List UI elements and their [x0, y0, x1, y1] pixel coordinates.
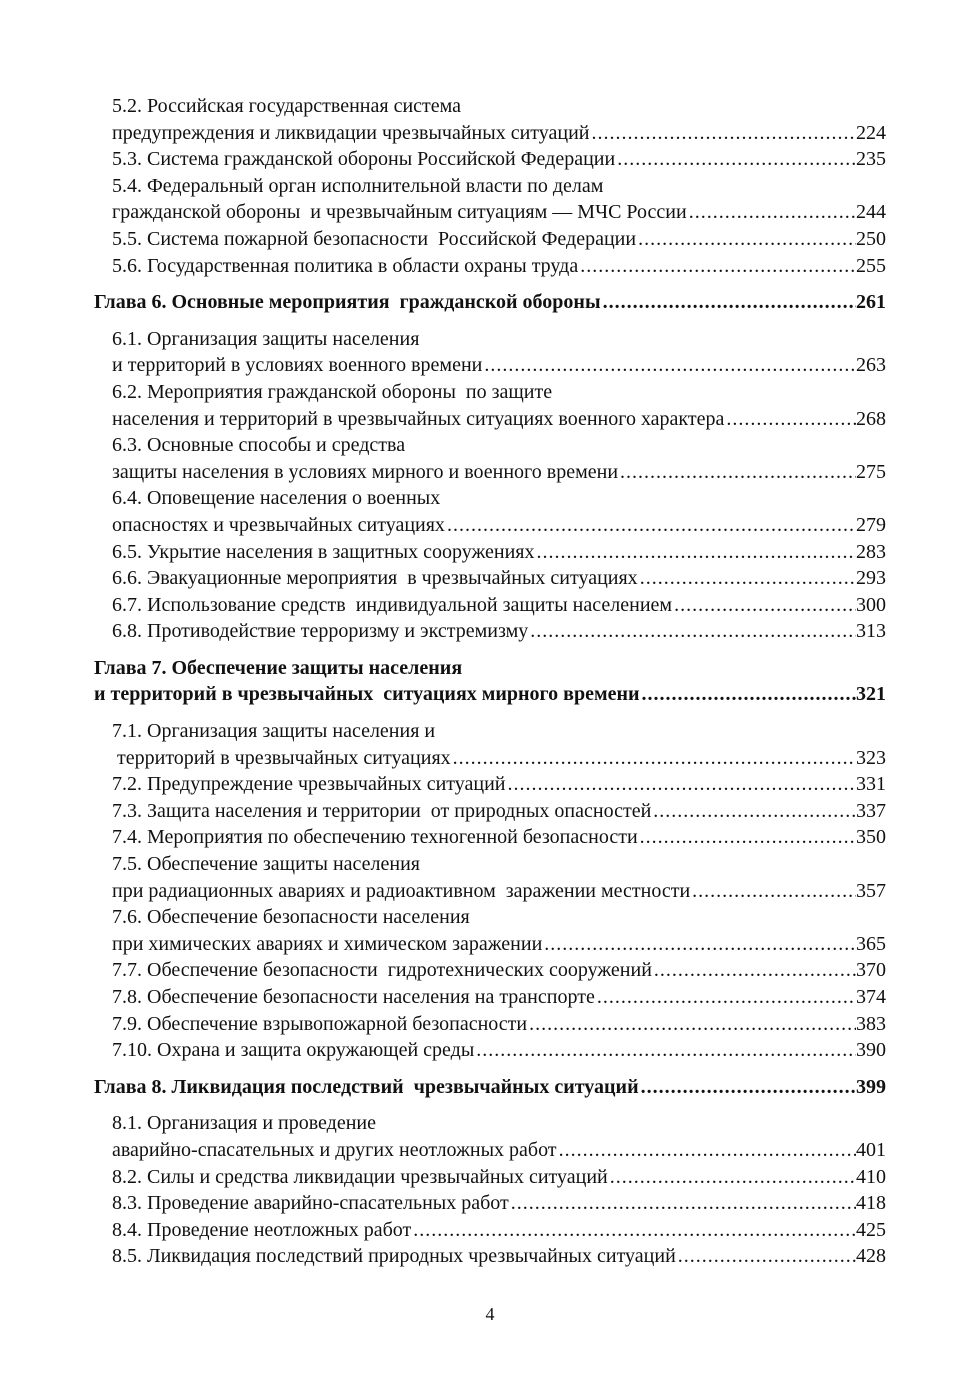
- dot-leader: [690, 878, 856, 905]
- toc-line: [94, 253, 886, 280]
- toc-line: [94, 1074, 886, 1101]
- toc-line: [94, 432, 886, 459]
- dot-leader: [474, 1037, 856, 1064]
- toc-entry-title: при химических авариях и химическом заражении: [112, 932, 543, 955]
- toc-line: [94, 289, 886, 316]
- toc-page-number: 261: [856, 291, 886, 314]
- dot-leader: [652, 957, 856, 984]
- toc-line: [94, 771, 886, 798]
- toc-entry-title: и территорий в чрезвычайных ситуациях мирного времени: [94, 683, 640, 706]
- toc-section-entry[interactable]: [94, 1011, 886, 1038]
- toc-page-number: 428: [856, 1245, 886, 1268]
- toc-section-entry[interactable]: [94, 957, 886, 984]
- entry-gap: [94, 279, 886, 289]
- toc-section-entry[interactable]: [94, 824, 886, 851]
- toc-entry-title: 6.2. Мероприятия гражданской обороны по защите: [112, 380, 553, 403]
- toc-entry-title: 7.3. Защита населения и территории от природных опасностей: [112, 799, 652, 822]
- toc-line: [94, 326, 886, 353]
- toc-line: [94, 1037, 886, 1064]
- toc-entry-title: 7.5. Обеспечение защиты населения: [112, 853, 421, 876]
- dot-leader: [595, 984, 856, 1011]
- toc-line: [94, 379, 886, 406]
- toc-entry-title: территорий в чрезвычайных ситуациях: [112, 746, 451, 769]
- toc-section-entry[interactable]: [94, 1037, 886, 1064]
- toc-entry-title: 7.6. Обеспечение безопасности населения: [112, 906, 470, 929]
- toc-line: [94, 878, 886, 905]
- toc-line: [94, 1190, 886, 1217]
- toc-section-entry[interactable]: [94, 618, 886, 645]
- entry-gap: [94, 1064, 886, 1074]
- dot-leader: [651, 798, 856, 825]
- toc-section-entry[interactable]: [94, 226, 886, 253]
- toc-section-entry[interactable]: [94, 718, 886, 771]
- toc-entry-title: 8.1. Организация и проведение: [112, 1112, 376, 1135]
- toc-entry-title: 5.4. Федеральный орган исполнительной власти по делам: [112, 174, 604, 197]
- toc-line: [94, 957, 886, 984]
- toc-line: [94, 352, 886, 379]
- toc-section-entry[interactable]: [94, 173, 886, 226]
- toc-entry-title: 7.10. Охрана и защита окружающей среды: [112, 1039, 475, 1062]
- toc-page-number: 418: [856, 1192, 886, 1215]
- dot-leader: [535, 539, 856, 566]
- toc-page-number: 410: [856, 1165, 886, 1188]
- toc-line: [94, 824, 886, 851]
- toc-page-number: 255: [856, 254, 886, 277]
- toc-line: [94, 798, 886, 825]
- toc-line: [94, 618, 886, 645]
- toc-line: [94, 931, 886, 958]
- toc-line: [94, 120, 886, 147]
- toc-section-entry[interactable]: [94, 379, 886, 432]
- toc-chapter-entry[interactable]: [94, 289, 886, 316]
- toc-line: [94, 718, 886, 745]
- toc-page-number: 331: [856, 773, 886, 796]
- toc-entry-title: 5.5. Система пожарной безопасности Российской Федерации: [112, 227, 637, 250]
- toc-line: [94, 199, 886, 226]
- toc-section-entry[interactable]: [94, 851, 886, 904]
- toc-line: [94, 1137, 886, 1164]
- toc-line: [94, 485, 886, 512]
- toc-page-number: 383: [856, 1012, 886, 1035]
- toc-line: [94, 1243, 886, 1270]
- toc-line: [94, 745, 886, 772]
- toc-section-entry[interactable]: [94, 1217, 886, 1244]
- dot-leader: [672, 592, 856, 619]
- toc-line: [94, 93, 886, 120]
- toc-entry-title: 5.3. Система гражданской обороны Российской Федерации: [112, 148, 616, 171]
- dot-leader: [601, 289, 856, 316]
- entry-gap: [94, 645, 886, 655]
- toc-entry-title: и территорий в условиях военного времени: [112, 354, 483, 377]
- toc-line: [94, 406, 886, 433]
- toc-entry-title: аварийно-спасательных и других неотложных работ: [112, 1138, 557, 1161]
- dot-leader: [445, 512, 856, 539]
- toc-section-entry[interactable]: [94, 432, 886, 485]
- toc-page-number: 263: [856, 354, 886, 377]
- dot-leader: [557, 1137, 856, 1164]
- toc-section-entry[interactable]: [94, 984, 886, 1011]
- toc-line: [94, 1217, 886, 1244]
- toc-section-entry[interactable]: [94, 93, 886, 146]
- toc-section-entry[interactable]: [94, 253, 886, 280]
- toc-section-entry[interactable]: [94, 539, 886, 566]
- toc-line: [94, 1011, 886, 1038]
- toc-page-number: 425: [856, 1218, 886, 1241]
- toc-entry-title: 7.4. Мероприятия по обеспечению техногенной безопасности: [112, 826, 638, 849]
- toc-entry-title: гражданской обороны и чрезвычайным ситуациям — МЧС России: [112, 201, 687, 224]
- dot-leader: [615, 146, 856, 173]
- dot-leader: [527, 1011, 856, 1038]
- toc-page-number: 401: [856, 1138, 886, 1161]
- dot-leader: [638, 565, 856, 592]
- entry-gap: [94, 1100, 886, 1110]
- toc-section-entry[interactable]: [94, 904, 886, 957]
- toc-section-entry[interactable]: [94, 146, 886, 173]
- toc-section-entry[interactable]: [94, 1110, 886, 1163]
- dot-leader: [589, 120, 856, 147]
- toc-line: [94, 459, 886, 486]
- toc-section-entry[interactable]: [94, 592, 886, 619]
- toc-section-entry[interactable]: [94, 1243, 886, 1270]
- toc-page-number: 390: [856, 1039, 886, 1062]
- toc-entry-title: предупреждения и ликвидации чрезвычайных ситуаций: [112, 121, 590, 144]
- toc-entry-title: 6.4. Оповещение населения о военных: [112, 487, 441, 510]
- dot-leader: [482, 352, 856, 379]
- toc-page-number: 275: [856, 460, 886, 483]
- dot-leader: [451, 745, 856, 772]
- toc-line: [94, 173, 886, 200]
- dot-leader: [528, 618, 856, 645]
- toc-entry-title: 6.5. Укрытие населения в защитных сооружениях: [112, 540, 535, 563]
- toc-chapter-entry[interactable]: [94, 1074, 886, 1101]
- dot-leader: [687, 199, 856, 226]
- toc-page-number: 235: [856, 148, 886, 171]
- dot-leader: [638, 824, 856, 851]
- toc-line: [94, 592, 886, 619]
- toc-page-number: 244: [856, 201, 886, 224]
- toc-section-entry[interactable]: [94, 798, 886, 825]
- dot-leader: [640, 681, 857, 708]
- dot-leader: [506, 771, 857, 798]
- table-of-contents: [94, 93, 886, 1270]
- toc-line: [94, 984, 886, 1011]
- toc-line: [94, 1110, 886, 1137]
- dot-leader: [639, 1074, 856, 1101]
- toc-page-number: 399: [856, 1075, 886, 1098]
- toc-entry-title: при радиационных авариях и радиоактивном заражении местности: [112, 879, 691, 902]
- toc-line: [94, 226, 886, 253]
- toc-page-number: 350: [856, 826, 886, 849]
- toc-page-number: 293: [856, 567, 886, 590]
- dot-leader: [676, 1243, 856, 1270]
- toc-line: [94, 512, 886, 539]
- dot-leader: [608, 1164, 856, 1191]
- toc-line: [94, 655, 886, 682]
- toc-entry-title: 7.2. Предупреждение чрезвычайных ситуаций: [112, 773, 506, 796]
- toc-section-entry[interactable]: [94, 1190, 886, 1217]
- toc-entry-title: 6.3. Основные способы и средства: [112, 434, 406, 457]
- toc-line: [94, 681, 886, 708]
- dot-leader: [542, 931, 856, 958]
- toc-page-number: 374: [856, 986, 886, 1008]
- toc-entry-title: 5.2. Российская государственная система: [112, 95, 462, 117]
- toc-page-number: 250: [856, 227, 886, 250]
- toc-section-entry[interactable]: [94, 1164, 886, 1191]
- toc-page-number: 268: [856, 407, 886, 430]
- toc-line: [94, 851, 886, 878]
- toc-page-number: 365: [856, 932, 886, 955]
- dot-leader: [411, 1217, 856, 1244]
- toc-entry-title: 8.3. Проведение аварийно-спасательных работ: [112, 1192, 509, 1215]
- toc-entry-title: Глава 6. Основные мероприятия гражданской обороны: [94, 291, 601, 314]
- dot-leader: [636, 226, 856, 253]
- toc-entry-title: 6.8. Противодействие терроризму и экстремизму: [112, 620, 529, 643]
- toc-entry-title: Глава 8. Ликвидация последствий чрезвычайных ситуаций: [94, 1075, 639, 1098]
- dot-leader: [578, 253, 856, 280]
- page-number: 4: [485, 1304, 495, 1324]
- toc-entry-title: 8.4. Проведение неотложных работ: [112, 1218, 412, 1241]
- toc-entry-title: 6.7. Использование средств индивидуальной защиты населением: [112, 593, 673, 616]
- dot-leader: [618, 459, 856, 486]
- toc-line: [94, 146, 886, 173]
- toc-chapter-entry[interactable]: [94, 655, 886, 708]
- toc-entry-title: 7.9. Обеспечение взрывопожарной безопасности: [112, 1012, 528, 1035]
- toc-entry-title: защиты населения в условиях мирного и военного времени: [112, 460, 619, 483]
- toc-page-number: 370: [856, 959, 886, 982]
- toc-line: [94, 565, 886, 592]
- dot-leader: [724, 406, 856, 433]
- toc-section-entry[interactable]: [94, 565, 886, 592]
- dot-leader: [509, 1190, 856, 1217]
- toc-line: [94, 539, 886, 566]
- toc-page-number: 224: [856, 121, 886, 144]
- toc-entry-title: 7.1. Организация защиты населения и: [112, 720, 436, 743]
- toc-page-number: 357: [856, 879, 886, 902]
- entry-gap: [94, 316, 886, 326]
- toc-entry-title: Глава 7. Обеспечение защиты населения: [94, 656, 463, 679]
- toc-entry-title: 6.1. Организация защиты населения: [112, 327, 420, 350]
- toc-page-number: 279: [856, 513, 886, 536]
- toc-page-number: 300: [856, 593, 886, 616]
- toc-entry-title: 6.6. Эвакуационные мероприятия в чрезвычайных ситуациях: [112, 567, 638, 590]
- toc-page-number: 323: [856, 746, 886, 769]
- toc-entry-title: опасностях и чрезвычайных ситуациях: [112, 513, 445, 536]
- toc-line: [94, 1164, 886, 1191]
- toc-entry-title: 8.2. Силы и средства ликвидации чрезвычайных ситуаций: [112, 1165, 608, 1188]
- toc-page-number: 321: [856, 683, 886, 706]
- toc-entry-title: 5.6. Государственная политика в области охраны труда: [112, 254, 579, 277]
- toc-section-entry[interactable]: [94, 326, 886, 379]
- toc-page-number: 313: [856, 620, 886, 643]
- toc-page-number: 337: [856, 799, 886, 822]
- entry-gap: [94, 708, 886, 718]
- toc-page-number: 283: [856, 540, 886, 563]
- toc-entry-title: 8.5. Ликвидация последствий природных чрезвычайных ситуаций: [112, 1245, 676, 1268]
- toc-entry-title: 7.7. Обеспечение безопасности гидротехнических сооружений: [112, 959, 652, 982]
- toc-entry-title: населения и территорий в чрезвычайных ситуациях военного характера: [112, 407, 725, 430]
- toc-section-entry[interactable]: [94, 771, 886, 798]
- toc-line: [94, 904, 886, 931]
- toc-section-entry[interactable]: [94, 485, 886, 538]
- toc-entry-title: 7.8. Обеспечение безопасности населения на транспорте: [112, 986, 595, 1008]
